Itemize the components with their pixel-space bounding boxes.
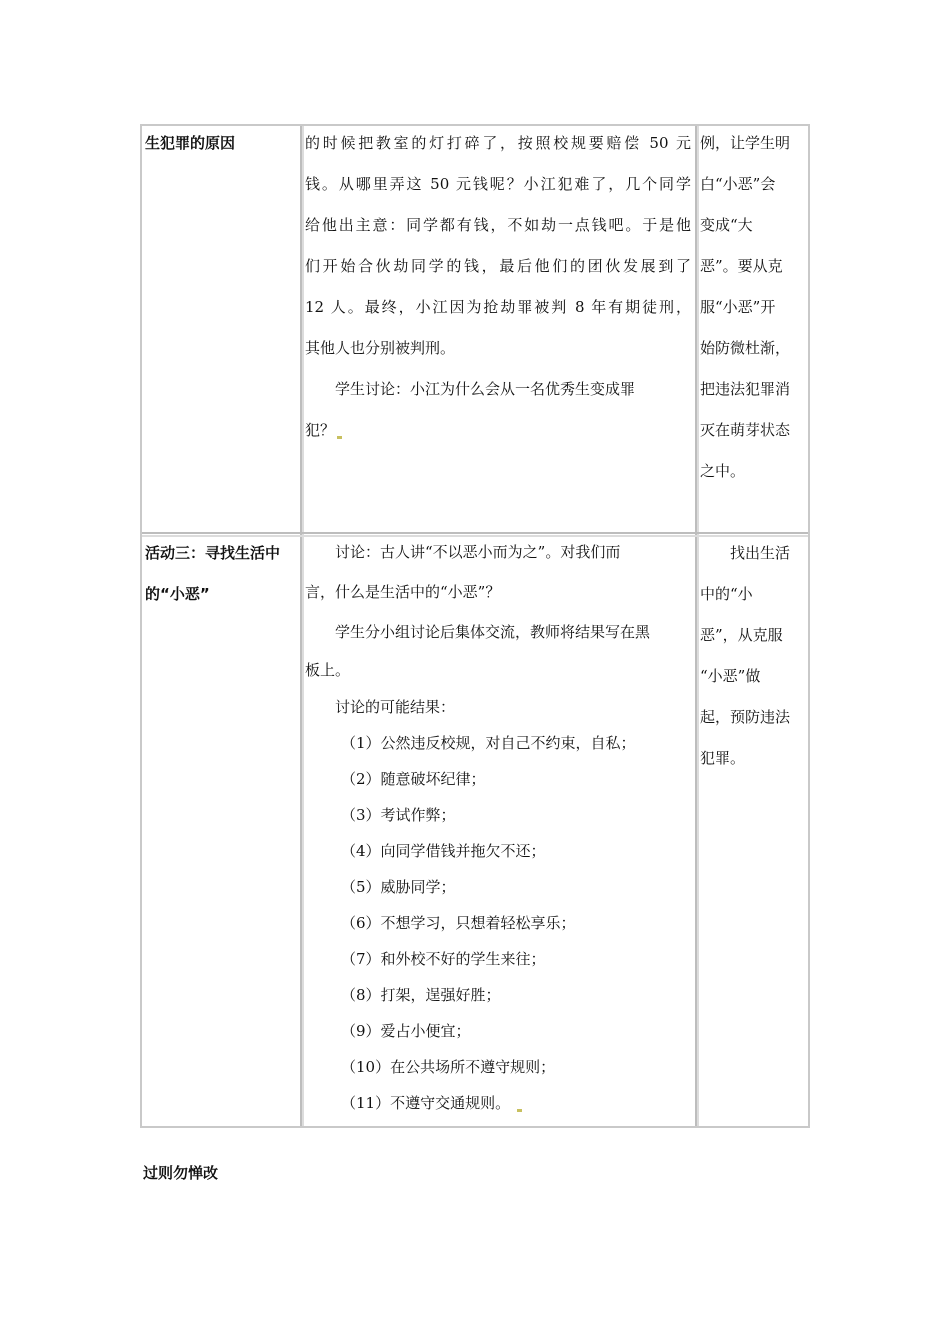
list-item-text: （11）不遵守交通规则。: [341, 1094, 511, 1112]
column-divider: [300, 126, 304, 1126]
list-item: （1）公然违反校规，对自己不约束，自私；: [341, 734, 636, 752]
content-line: 其他人也分别被判刑。: [305, 339, 456, 357]
content-line: 讨论：古人讲“不以恶小而为之”。对我们而: [335, 543, 621, 561]
goal-line: 犯罪。: [700, 749, 746, 767]
content-line: 板上。: [305, 661, 351, 679]
content-line: [305, 410, 691, 451]
content-text: 犯？: [305, 421, 336, 439]
goal-line: 恶”，从克服: [700, 626, 783, 644]
goal-line: 之中。: [700, 462, 746, 480]
row2-topic-cell: [145, 533, 280, 615]
goal-line: 找出生活: [730, 544, 791, 562]
goal-line: 灭在萌芽状态: [700, 421, 791, 439]
row1-topic-cell: [145, 123, 235, 164]
goal-line: 恶”。要从克: [700, 257, 783, 275]
list-item: （7）和外校不好的学生来往；: [341, 950, 546, 968]
list-item: （5）威胁同学；: [341, 878, 456, 896]
goal-line: 始防微杜渐，: [700, 339, 791, 357]
goal-line: 中的“小: [700, 585, 753, 603]
content-line: 给他出主意：同学都有钱，不如劫一点钱吧。于是他: [305, 216, 691, 234]
row2-content-cell: [305, 533, 691, 1121]
list-item: （2）随意破坏纪律；: [341, 770, 486, 788]
content-line: 言，什么是生活中的“小恶”？: [305, 583, 501, 601]
row2-topic: 活动三：寻找生活中: [145, 544, 281, 562]
goal-line: 把违法犯罪消: [700, 380, 791, 398]
list-item: [305, 1085, 691, 1121]
content-line: 钱。从哪里弄这 50 元钱呢？小江犯难了，几个同学: [305, 175, 691, 193]
list-item: （3）考试作弊；: [341, 806, 456, 824]
content-line: 讨论的可能结果：: [335, 698, 456, 716]
lesson-table: [140, 124, 810, 1128]
goal-line: 白“小恶”会: [700, 175, 776, 193]
row1-topic: 生犯罪的原因: [145, 134, 236, 152]
column-divider: [695, 126, 699, 1126]
content-line: 学生讨论：小江为什么会从一名优秀生变成罪: [335, 380, 636, 398]
list-item: （10）在公共场所不遵守规则；: [341, 1058, 556, 1076]
goal-line: 起，预防违法: [700, 708, 791, 726]
content-line: 12 人。最终，小江因为抢劫罪被判 8 年有期徒刑，: [305, 298, 691, 316]
list-item: （6）不想学习，只想着轻松享乐；: [341, 914, 576, 932]
content-line: 学生分小组讨论后集体交流，教师将结果写在黑: [335, 623, 651, 641]
content-line: 们开始合伙劫同学的钱，最后他们的团伙发展到了: [305, 257, 691, 275]
list-item: （4）向同学借钱并拖欠不还；: [341, 842, 546, 860]
row2-topic: 的“小恶”: [145, 585, 210, 603]
goal-line: 例，让学生明: [700, 134, 791, 152]
editor-mark: [337, 436, 342, 439]
row1-goal-cell: [700, 123, 806, 492]
goal-line: “小恶”做: [700, 667, 761, 685]
row1-content-cell: [305, 123, 691, 451]
list-item: （8）打架，逞强好胜；: [341, 986, 501, 1004]
row2-goal-cell: [700, 533, 806, 779]
editor-mark: [517, 1109, 522, 1112]
section-heading: 过则勿惮改: [143, 1164, 219, 1182]
goal-line: 变成“大: [700, 216, 753, 234]
goal-line: 服“小恶”开: [700, 298, 776, 316]
content-line: 的时候把教室的灯打碎了，按照校规要赔偿 50 元: [305, 134, 691, 152]
list-item: （9）爱占小便宜；: [341, 1022, 471, 1040]
